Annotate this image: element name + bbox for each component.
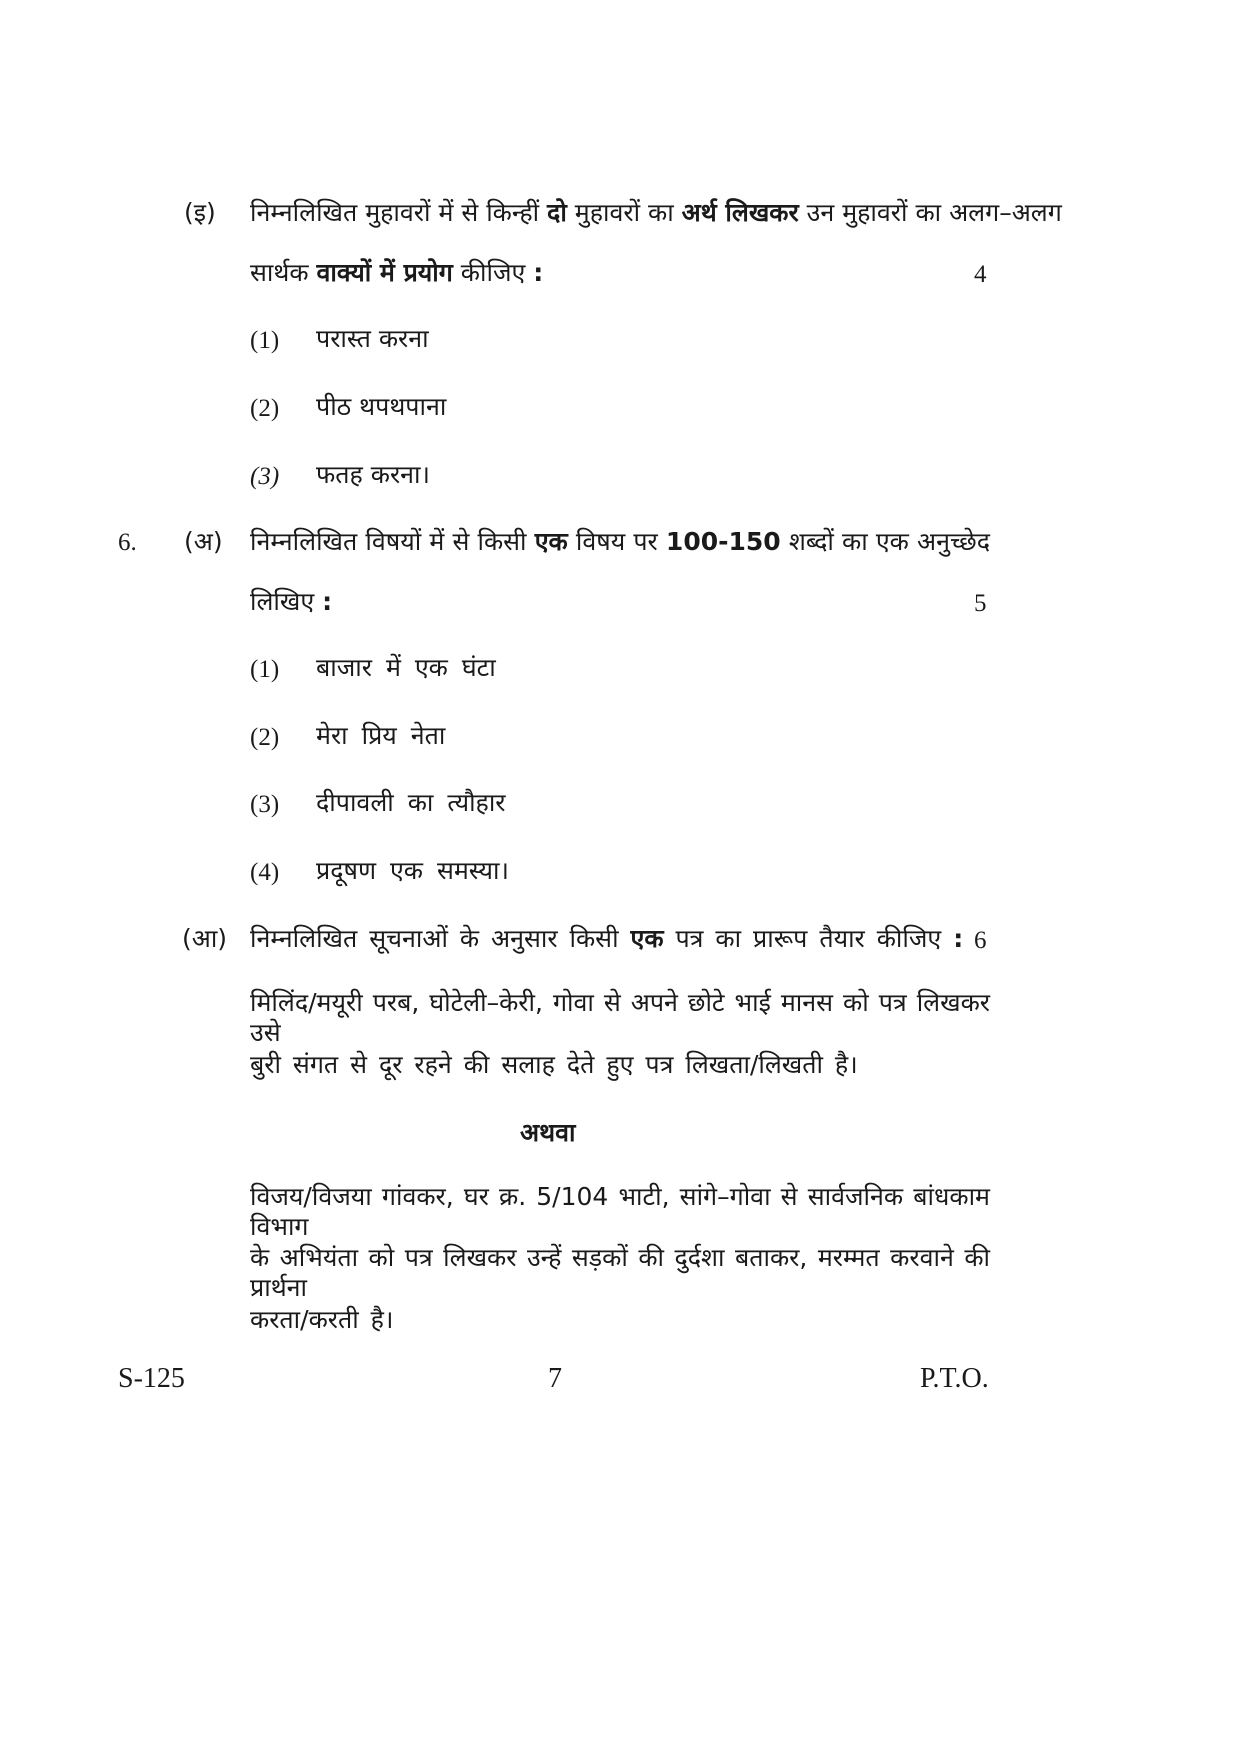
list-item: दीपावली का त्यौहार	[316, 788, 506, 817]
list-item-number: (1)	[250, 327, 280, 354]
paragraph-line: करता/करती है।	[250, 1305, 394, 1334]
marks: 5	[974, 590, 987, 617]
list-item-number: (3)	[250, 463, 280, 490]
list-item-number: (2)	[250, 724, 280, 751]
pto-label: P.T.O.	[920, 1363, 989, 1394]
paragraph-line: मिलिंद/मयूरी परब, घोटेली–केरी, गोवा से अपने छोटे भाई मानस को पत्र लिखकर उसे	[250, 988, 990, 1047]
paragraph-line: के अभियंता को पत्र लिखकर उन्हें सड़कों की दुर्दशा बताकर, मरम्मत करवाने की प्रार्थना	[250, 1243, 990, 1302]
list-item: फतह करना।	[316, 460, 430, 489]
or-heading: अथवा	[520, 1118, 576, 1147]
paragraph-line: बुरी संगत से दूर रहने की सलाह देते हुए पत्र लिखता/लिखती है।	[250, 1050, 858, 1079]
list-item: परास्त करना	[316, 324, 429, 353]
question-text-line: निम्नलिखित विषयों में से किसी एक विषय पर 100-150 शब्दों का एक अनुच्छेद	[250, 527, 991, 556]
list-item: बाजार में एक घंटा	[316, 653, 496, 682]
list-item: प्रदूषण एक समस्या।	[316, 856, 509, 885]
question-text-line	[250, 198, 1062, 228]
question-label-i: (इ)	[184, 198, 216, 227]
paper-code: S-125	[118, 1363, 185, 1394]
list-item-number: (1)	[250, 656, 280, 683]
question-number: 6.	[118, 529, 137, 556]
question-label-aa: (आ)	[182, 924, 228, 953]
page-number: 7	[548, 1363, 562, 1394]
marks: 6	[974, 927, 987, 954]
question-text-part: निम्नलिखित मुहावरों में से किन्हीं दो मुहावरों का अर्थ लिखकर उन मुहावरों का अलग–अलग	[250, 198, 1062, 227]
question-text-line: लिखिए :	[250, 587, 333, 616]
list-item-number: (2)	[250, 395, 280, 422]
question-text-line: सार्थक वाक्यों में प्रयोग कीजिए :	[250, 258, 544, 287]
question-text-line: निम्नलिखित सूचनाओं के अनुसार किसी एक पत्र का प्रारूप तैयार कीजिए :	[250, 924, 964, 953]
list-item-number: (4)	[250, 859, 280, 886]
list-item: मेरा प्रिय नेता	[316, 721, 446, 750]
question-label-a: (अ)	[184, 527, 223, 556]
list-item: पीठ थपथपाना	[316, 392, 447, 421]
paragraph-line: विजय/विजया गांवकर, घर क्र. 5/104 भाटी, सांगे–गोवा से सार्वजनिक बांधकाम विभाग	[250, 1182, 990, 1241]
list-item-number: (3)	[250, 791, 280, 818]
marks: 4	[974, 261, 987, 288]
